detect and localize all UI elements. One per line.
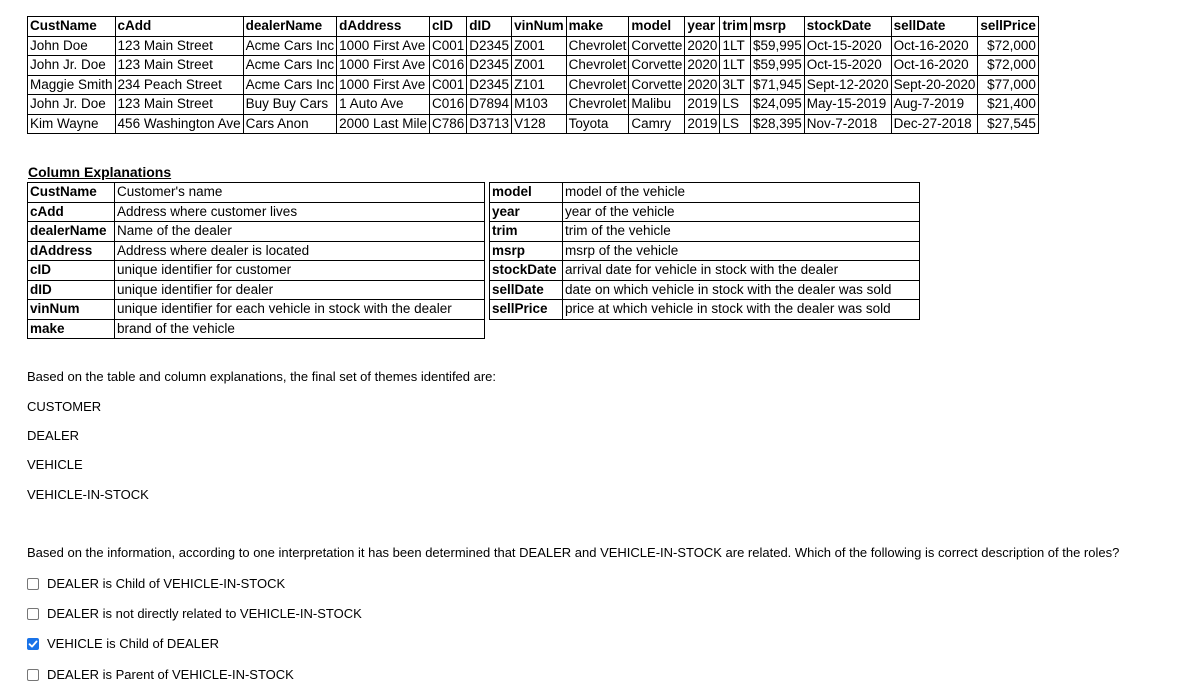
checkmark-icon — [28, 639, 38, 649]
table-cell: John Doe — [28, 36, 116, 56]
checkbox-unchecked-icon[interactable] — [27, 669, 39, 681]
column-explanations-title: Column Explanations — [28, 164, 172, 180]
table-cell: 2000 Last Mile — [337, 114, 430, 134]
explanation-row — [490, 280, 920, 300]
table-cell: Sept-12-2020 — [804, 75, 891, 95]
table-cell: Dec-27-2018 — [891, 114, 978, 134]
table-cell: Oct-16-2020 — [891, 36, 978, 56]
column-description: msrp of the vehicle — [563, 241, 920, 261]
header-cell: dealerName — [243, 17, 337, 37]
table-cell: $72,000 — [978, 36, 1039, 56]
table-cell: Oct-16-2020 — [891, 56, 978, 76]
table-cell: Chevrolet — [566, 95, 629, 115]
column-description: date on which vehicle in stock with the dealer was sold — [563, 280, 920, 300]
explanation-row — [490, 202, 920, 222]
column-key: vinNum — [28, 300, 115, 320]
column-description: brand of the vehicle — [115, 319, 485, 339]
table-cell: C001 — [429, 36, 466, 56]
column-description: Customer's name — [115, 183, 485, 203]
table-cell: $24,095 — [750, 95, 804, 115]
header-cell: cID — [429, 17, 466, 37]
column-description: arrival date for vehicle in stock with the dealer — [563, 261, 920, 281]
option-label: VEHICLE is Child of DEALER — [47, 636, 219, 651]
table-cell: $59,995 — [750, 56, 804, 76]
table-cell: Z101 — [512, 75, 567, 95]
table-row — [28, 36, 1039, 56]
table-cell: 1000 First Ave — [337, 36, 430, 56]
table-cell: C016 — [429, 56, 466, 76]
column-description: unique identifier for customer — [115, 261, 485, 281]
table-cell: 2020 — [685, 75, 720, 95]
table-cell: $28,395 — [750, 114, 804, 134]
header-cell: model — [629, 17, 685, 37]
table-cell: 456 Washington Ave — [115, 114, 243, 134]
theme-vehicle: VEHICLE — [27, 457, 83, 472]
table-row — [28, 56, 1039, 76]
column-description: unique identifier for dealer — [115, 280, 485, 300]
table-row — [28, 75, 1039, 95]
table-cell: C786 — [429, 114, 466, 134]
table-cell: $27,545 — [978, 114, 1039, 134]
explanation-row — [28, 222, 485, 242]
table-cell: 2020 — [685, 56, 720, 76]
column-key: CustName — [28, 183, 115, 203]
header-cell: stockDate — [804, 17, 891, 37]
explanation-row — [490, 222, 920, 242]
table-cell: 1000 First Ave — [337, 56, 430, 76]
table-cell: C016 — [429, 95, 466, 115]
column-key: dID — [28, 280, 115, 300]
table-cell: 123 Main Street — [115, 56, 243, 76]
table-cell: $72,000 — [978, 56, 1039, 76]
column-key: cID — [28, 261, 115, 281]
table-cell: LS — [720, 114, 751, 134]
column-key: make — [28, 319, 115, 339]
header-cell: year — [685, 17, 720, 37]
column-description: trim of the vehicle — [563, 222, 920, 242]
option-label: DEALER is Child of VEHICLE-IN-STOCK — [47, 576, 286, 591]
column-key: dealerName — [28, 222, 115, 242]
column-key: cAdd — [28, 202, 115, 222]
table-cell: 3LT — [720, 75, 751, 95]
table-cell: Toyota — [566, 114, 629, 134]
table-cell: Aug-7-2019 — [891, 95, 978, 115]
option-4[interactable] — [27, 667, 294, 682]
table-cell: May-15-2019 — [804, 95, 891, 115]
explanations-table-left — [27, 182, 485, 339]
header-cell: vinNum — [512, 17, 567, 37]
table-cell: LS — [720, 95, 751, 115]
header-cell: dID — [467, 17, 512, 37]
table-row — [28, 114, 1039, 134]
column-key: dAddress — [28, 241, 115, 261]
column-key: msrp — [490, 241, 563, 261]
header-cell: CustName — [28, 17, 116, 37]
option-2[interactable] — [27, 606, 362, 621]
table-cell: $21,400 — [978, 95, 1039, 115]
explanations-table-right — [489, 182, 920, 320]
table-cell: Camry — [629, 114, 685, 134]
explanation-row — [28, 280, 485, 300]
table-cell: Oct-15-2020 — [804, 56, 891, 76]
table-cell: 1LT — [720, 36, 751, 56]
table-cell: $59,995 — [750, 36, 804, 56]
column-description: model of the vehicle — [563, 183, 920, 203]
table-cell: Buy Buy Cars — [243, 95, 337, 115]
table-cell: Acme Cars Inc — [243, 56, 337, 76]
explanation-row — [490, 261, 920, 281]
question-text: Based on the information, according to one interpretation it has been determined that DEALER and VEHICLE-IN-STOCK are related. Which of the following is correct description of the roles? — [27, 545, 1120, 560]
table-cell: Corvette — [629, 56, 685, 76]
table-cell: Chevrolet — [566, 75, 629, 95]
header-cell: sellDate — [891, 17, 978, 37]
column-description: price at which vehicle in stock with the dealer was sold — [563, 300, 920, 320]
table-cell: Z001 — [512, 56, 567, 76]
explanation-row — [28, 202, 485, 222]
table-cell: 2019 — [685, 114, 720, 134]
explanation-row — [490, 300, 920, 320]
header-cell: msrp — [750, 17, 804, 37]
table-cell: Cars Anon — [243, 114, 337, 134]
table-cell: 2019 — [685, 95, 720, 115]
option-3[interactable] — [27, 636, 219, 651]
table-cell: D2345 — [467, 56, 512, 76]
table-cell: Z001 — [512, 36, 567, 56]
column-description: year of the vehicle — [563, 202, 920, 222]
column-description: unique identifier for each vehicle in stock with the dealer — [115, 300, 485, 320]
column-key: model — [490, 183, 563, 203]
table-cell: Sept-20-2020 — [891, 75, 978, 95]
checkbox-unchecked-icon[interactable] — [27, 608, 39, 620]
table-cell: C001 — [429, 75, 466, 95]
table-cell: 123 Main Street — [115, 36, 243, 56]
explanation-row — [28, 319, 485, 339]
column-description: Address where customer lives — [115, 202, 485, 222]
table-cell: Kim Wayne — [28, 114, 116, 134]
explanation-row — [28, 261, 485, 281]
theme-customer: CUSTOMER — [27, 399, 102, 414]
vehicle-sales-table — [27, 16, 1039, 134]
table-cell: Corvette — [629, 75, 685, 95]
table-cell: Maggie Smith — [28, 75, 116, 95]
explanation-row — [28, 300, 485, 320]
table-cell: V128 — [512, 114, 567, 134]
option-label: DEALER is Parent of VEHICLE-IN-STOCK — [47, 667, 294, 682]
column-key: sellDate — [490, 280, 563, 300]
table-cell: Malibu — [629, 95, 685, 115]
option-label: DEALER is not directly related to VEHICLE-IN-STOCK — [47, 606, 362, 621]
header-cell: trim — [720, 17, 751, 37]
header-cell: cAdd — [115, 17, 243, 37]
header-cell: sellPrice — [978, 17, 1039, 37]
table-cell: Oct-15-2020 — [804, 36, 891, 56]
theme-vehicle-in-stock: VEHICLE-IN-STOCK — [27, 487, 149, 502]
table-cell: Acme Cars Inc — [243, 36, 337, 56]
column-key: stockDate — [490, 261, 563, 281]
table-cell: $77,000 — [978, 75, 1039, 95]
themes-intro: Based on the table and column explanations, the final set of themes identifed are: — [27, 369, 497, 384]
table-cell: 1000 First Ave — [337, 75, 430, 95]
table-cell: D3713 — [467, 114, 512, 134]
table-cell: Corvette — [629, 36, 685, 56]
checkbox-checked-icon[interactable] — [27, 638, 39, 650]
column-description: Address where dealer is located — [115, 241, 485, 261]
table-cell: John Jr. Doe — [28, 95, 116, 115]
table-cell: $71,945 — [750, 75, 804, 95]
explanation-row — [490, 183, 920, 203]
explanation-row — [28, 241, 485, 261]
column-key: sellPrice — [490, 300, 563, 320]
checkbox-unchecked-icon[interactable] — [27, 578, 39, 590]
table-cell: 234 Peach Street — [115, 75, 243, 95]
column-key: trim — [490, 222, 563, 242]
table-cell: Chevrolet — [566, 36, 629, 56]
table-cell: 1 Auto Ave — [337, 95, 430, 115]
table-cell: 123 Main Street — [115, 95, 243, 115]
table-cell: Chevrolet — [566, 56, 629, 76]
theme-dealer: DEALER — [27, 428, 80, 443]
table-cell: M103 — [512, 95, 567, 115]
table-cell: 1LT — [720, 56, 751, 76]
table-cell: Acme Cars Inc — [243, 75, 337, 95]
table-cell: Nov-7-2018 — [804, 114, 891, 134]
table-cell: 2020 — [685, 36, 720, 56]
column-key: year — [490, 202, 563, 222]
table-cell: D2345 — [467, 36, 512, 56]
column-description: Name of the dealer — [115, 222, 485, 242]
table-row — [28, 95, 1039, 115]
table-cell: D7894 — [467, 95, 512, 115]
header-cell: make — [566, 17, 629, 37]
table-header-row — [28, 17, 1039, 37]
option-1[interactable] — [27, 576, 285, 591]
explanation-row — [490, 241, 920, 261]
table-cell: John Jr. Doe — [28, 56, 116, 76]
explanation-row — [28, 183, 485, 203]
table-cell: D2345 — [467, 75, 512, 95]
header-cell: dAddress — [337, 17, 430, 37]
